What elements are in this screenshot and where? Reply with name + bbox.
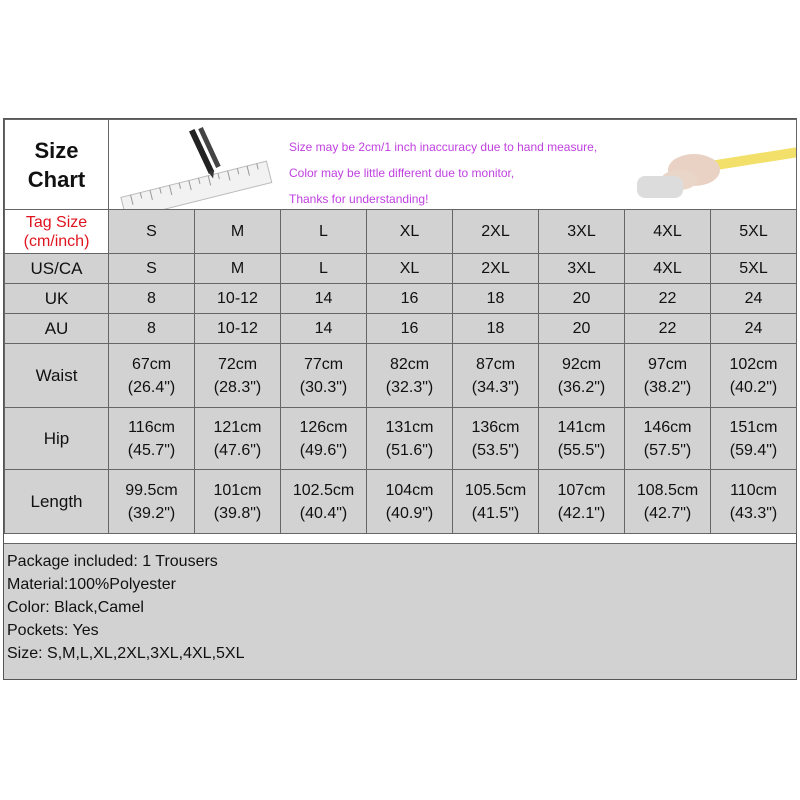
tag-size-cell: 4XL [625, 210, 711, 254]
waist-inch: (38.2") [643, 378, 692, 396]
length-inch: (42.7") [643, 504, 692, 522]
hip-cell [281, 408, 367, 470]
uk-cell: 20 [539, 284, 625, 314]
au-cell: 22 [625, 314, 711, 344]
length-cm: 105.5cm [464, 481, 527, 499]
tag-size-cell: 2XL [453, 210, 539, 254]
usca-cell: S [109, 254, 195, 284]
length-cm: 108.5cm [636, 481, 699, 499]
size-table [4, 119, 797, 534]
length-cell [281, 470, 367, 534]
row-label-hip: Hip [5, 408, 109, 470]
hip-cell [367, 408, 453, 470]
waist-cell [367, 344, 453, 408]
measuring-tape-icon [637, 147, 797, 198]
au-cell: 18 [453, 314, 539, 344]
tag-size-label-line1: Tag Size [25, 213, 88, 231]
waist-inch: (26.4") [127, 378, 176, 396]
length-cell [711, 470, 797, 534]
waist-cm: 87cm [475, 355, 516, 373]
length-inch: (41.5") [471, 504, 520, 522]
hip-cell [195, 408, 281, 470]
waist-cm: 92cm [561, 355, 602, 373]
au-cell: 10-12 [195, 314, 281, 344]
waist-inch: (30.3") [299, 378, 348, 396]
waist-cell [195, 344, 281, 408]
uk-cell: 14 [281, 284, 367, 314]
hip-cm: 126cm [299, 418, 348, 436]
row-label-au: AU [5, 314, 109, 344]
hip-cell [711, 408, 797, 470]
info-sizes: Size: S,M,L,XL,2XL,3XL,4XL,5XL [7, 645, 245, 662]
length-cell [367, 470, 453, 534]
length-cell [539, 470, 625, 534]
hip-cell [539, 408, 625, 470]
length-inch: (39.8") [213, 504, 262, 522]
hip-inch: (59.4") [729, 441, 778, 459]
waist-cm: 72cm [217, 355, 258, 373]
size-chart [3, 118, 797, 680]
usca-cell: 4XL [625, 254, 711, 284]
tag-size-label [5, 210, 109, 254]
length-inch: (40.4") [299, 504, 348, 522]
au-cell: 8 [109, 314, 195, 344]
tag-size-cell: XL [367, 210, 453, 254]
usca-cell: 3XL [539, 254, 625, 284]
hip-inch: (47.6") [213, 441, 262, 459]
au-cell: 14 [281, 314, 367, 344]
hip-cm: 116cm [128, 418, 175, 436]
uk-cell: 24 [711, 284, 797, 314]
length-cell [195, 470, 281, 534]
tag-size-cell: S [109, 210, 195, 254]
waist-cell [281, 344, 367, 408]
length-cm: 99.5cm [125, 481, 178, 499]
info-package: Package included: 1 Trousers [7, 553, 218, 570]
length-cm: 110cm [730, 481, 777, 499]
hip-cell [453, 408, 539, 470]
info-material: Material:100%Polyester [7, 576, 176, 593]
uk-cell: 22 [625, 284, 711, 314]
row-label-length: Length [5, 470, 109, 534]
note-line-3: Thanks for understanding! [289, 192, 429, 206]
au-cell: 24 [711, 314, 797, 344]
hip-cm: 131cm [385, 418, 434, 436]
length-cm: 101cm [213, 481, 262, 499]
ruler-pen-icon [109, 120, 271, 210]
tag-size-cell: 5XL [711, 210, 797, 254]
waist-cell [453, 344, 539, 408]
waist-cell [711, 344, 797, 408]
waist-inch: (40.2") [729, 378, 778, 396]
length-cm: 104cm [385, 481, 434, 499]
tag-size-cell: M [195, 210, 281, 254]
tag-size-cell: L [281, 210, 367, 254]
hip-inch: (45.7") [127, 441, 176, 459]
uk-cell: 8 [109, 284, 195, 314]
row-label-uk: UK [5, 284, 109, 314]
note-line-2: Color may be little different due to monitor, [289, 166, 515, 180]
hip-inch: (55.5") [557, 441, 606, 459]
hip-cell [109, 408, 195, 470]
hip-cm: 146cm [643, 418, 692, 436]
hip-cm: 151cm [729, 418, 778, 436]
tag-size-cell: 3XL [539, 210, 625, 254]
length-inch: (43.3") [729, 504, 778, 522]
info-color: Color: Black,Camel [7, 599, 144, 616]
au-cell: 16 [367, 314, 453, 344]
uk-cell: 10-12 [195, 284, 281, 314]
info-pockets: Pockets: Yes [7, 622, 99, 639]
waist-cm: 82cm [389, 355, 430, 373]
waist-cm: 67cm [131, 355, 172, 373]
usca-cell: M [195, 254, 281, 284]
usca-cell: 5XL [711, 254, 797, 284]
hip-inch: (57.5") [643, 441, 692, 459]
waist-inch: (34.3") [471, 378, 520, 396]
hip-cm: 136cm [471, 418, 520, 436]
hip-cell [625, 408, 711, 470]
title-line-2: Chart [27, 166, 86, 192]
title-line-1: Size [34, 137, 79, 163]
waist-cell [109, 344, 195, 408]
uk-cell: 18 [453, 284, 539, 314]
usca-cell: L [281, 254, 367, 284]
row-label-waist: Waist [5, 344, 109, 408]
hip-inch: (53.5") [471, 441, 520, 459]
waist-inch: (36.2") [557, 378, 606, 396]
length-cell [109, 470, 195, 534]
hip-cm: 141cm [557, 418, 606, 436]
length-cell [625, 470, 711, 534]
hip-inch: (51.6") [385, 441, 434, 459]
hip-inch: (49.6") [299, 441, 348, 459]
product-info [4, 543, 796, 679]
waist-inch: (28.3") [213, 378, 262, 396]
note-line-1: Size may be 2cm/1 inch inaccuracy due to hand measure, [289, 140, 598, 154]
row-label-usca: US/CA [5, 254, 109, 284]
length-inch: (42.1") [557, 504, 606, 522]
hip-cm: 121cm [213, 418, 262, 436]
usca-cell: 2XL [453, 254, 539, 284]
au-cell: 20 [539, 314, 625, 344]
length-cm: 102.5cm [292, 481, 355, 499]
waist-cell [625, 344, 711, 408]
banner [109, 120, 797, 210]
waist-cm: 102cm [729, 355, 778, 373]
length-inch: (40.9") [385, 504, 434, 522]
length-cell [453, 470, 539, 534]
waist-cell [539, 344, 625, 408]
tag-size-label-line2: (cm/inch) [23, 232, 90, 250]
length-cm: 107cm [557, 481, 606, 499]
chart-title [5, 120, 109, 210]
usca-cell: XL [367, 254, 453, 284]
uk-cell: 16 [367, 284, 453, 314]
waist-cm: 97cm [647, 355, 688, 373]
waist-cm: 77cm [303, 355, 344, 373]
length-inch: (39.2") [127, 504, 176, 522]
waist-inch: (32.3") [385, 378, 434, 396]
